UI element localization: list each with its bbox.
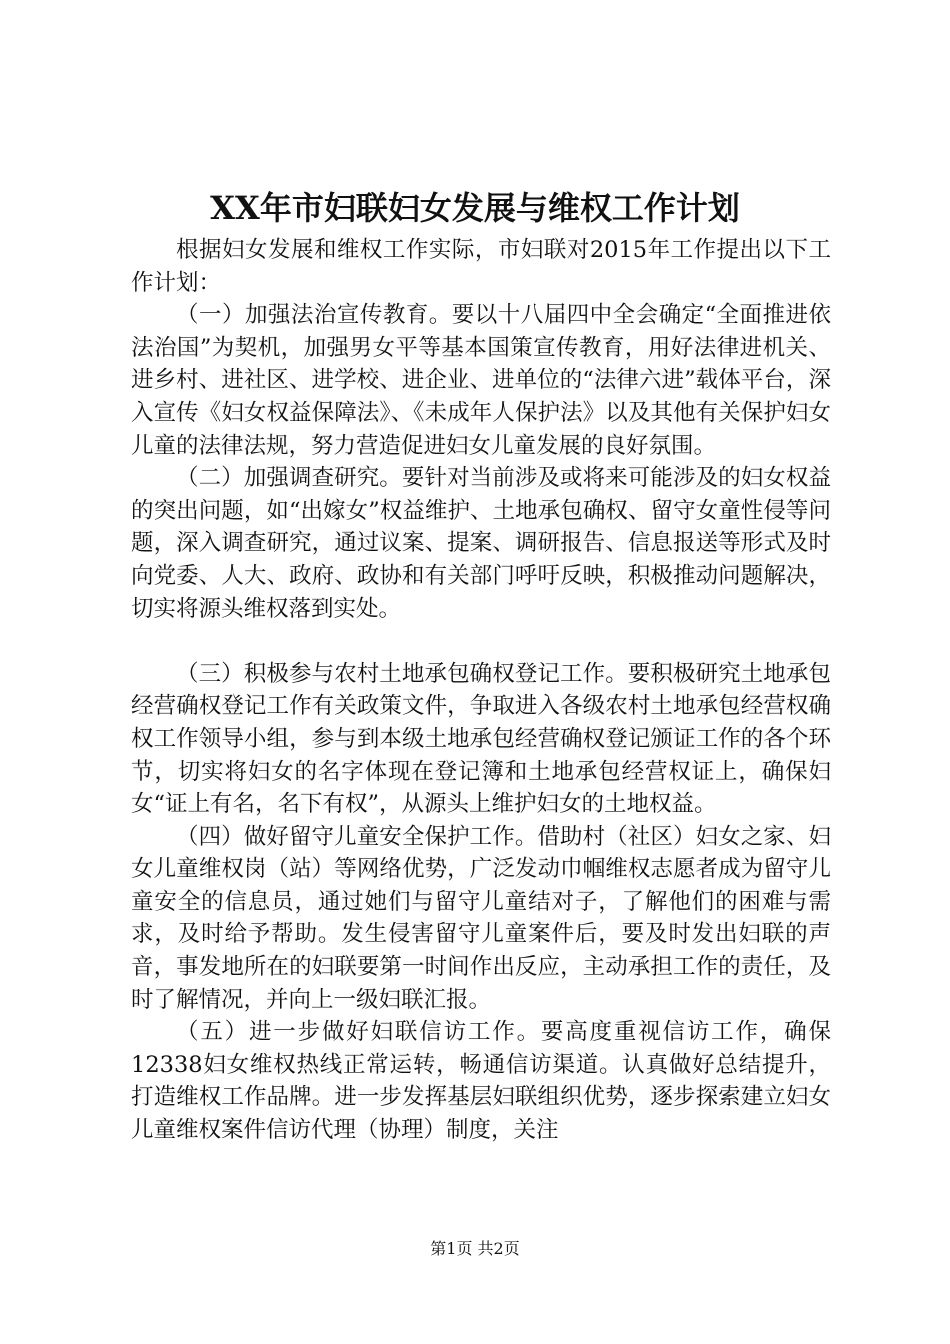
document-title: XX年市妇联妇女发展与维权工作计划 xyxy=(210,189,740,227)
paragraph-section-5: （五）进一步做好妇联信访工作。要高度重视信访工作，确保12338妇女维权热线正常运转，畅通信访渠道。认真做好总结提升，打造维权工作品牌。进一步发挥基层妇联组织优势，逐步探索建立妇女儿童维权案件信访代理（协理）制度，关注 xyxy=(131,1019,831,1144)
page-number-footer: 第1页 共2页 xyxy=(430,1239,520,1258)
document-body xyxy=(131,234,831,1147)
paragraph-intro: 根据妇女发展和维权工作实际，市妇联对2015年工作提出以下工作计划： xyxy=(131,237,831,296)
paragraph-section-1: （一）加强法治宣传教育。要以十八届四中全会确定“全面推进依法治国”为契机，加强男女平等基本国策宣传教育，用好法律进机关、进乡村、进社区、进学校、进企业、进单位的“法律六进”载体平台，深入宣传《妇女权益保障法》、《未成年人保护法》以及其他有关保护妇女儿童的法律法规，努力营造促进妇女儿童发展的良好氛围。 xyxy=(131,302,831,459)
paragraph-section-2: （二）加强调查研究。要针对当前涉及或将来可能涉及的妇女权益的突出问题，如“出嫁女”权益维护、土地承包确权、留守女童性侵等问题，深入调查研究，通过议案、提案、调研报告、信息报送等形式及时向党委、人大、政府、政协和有关部门呼吁反映，积极推动问题解决，切实将源头维权落到实处。 xyxy=(131,465,831,622)
paragraph-section-3: （三）积极参与农村土地承包确权登记工作。要积极研究土地承包经营确权登记工作有关政策文件，争取进入各级农村土地承包经营权确权工作领导小组，参与到本级土地承包经营确权登记颁证工作的各个环节，切实将妇女的名字体现在登记簿和土地承包经营权证上，确保妇女“证上有名，名下有权”，从源头上维护妇女的土地权益。 xyxy=(131,660,831,818)
paragraph-section-4: （四）做好留守儿童安全保护工作。借助村（社区）妇女之家、妇女儿童维权岗（站）等网络优势，广泛发动巾帼维权志愿者成为留守儿童安全的信息员，通过她们与留守儿童结对子，了解他们的困难与需求，及时给予帮助。发生侵害留守儿童案件后，要及时发出妇联的声音，事发地所在的妇联要第一时间作出反应，主动承担工作的责任，及时了解情况，并向上一级妇联汇报。 xyxy=(131,823,831,1013)
